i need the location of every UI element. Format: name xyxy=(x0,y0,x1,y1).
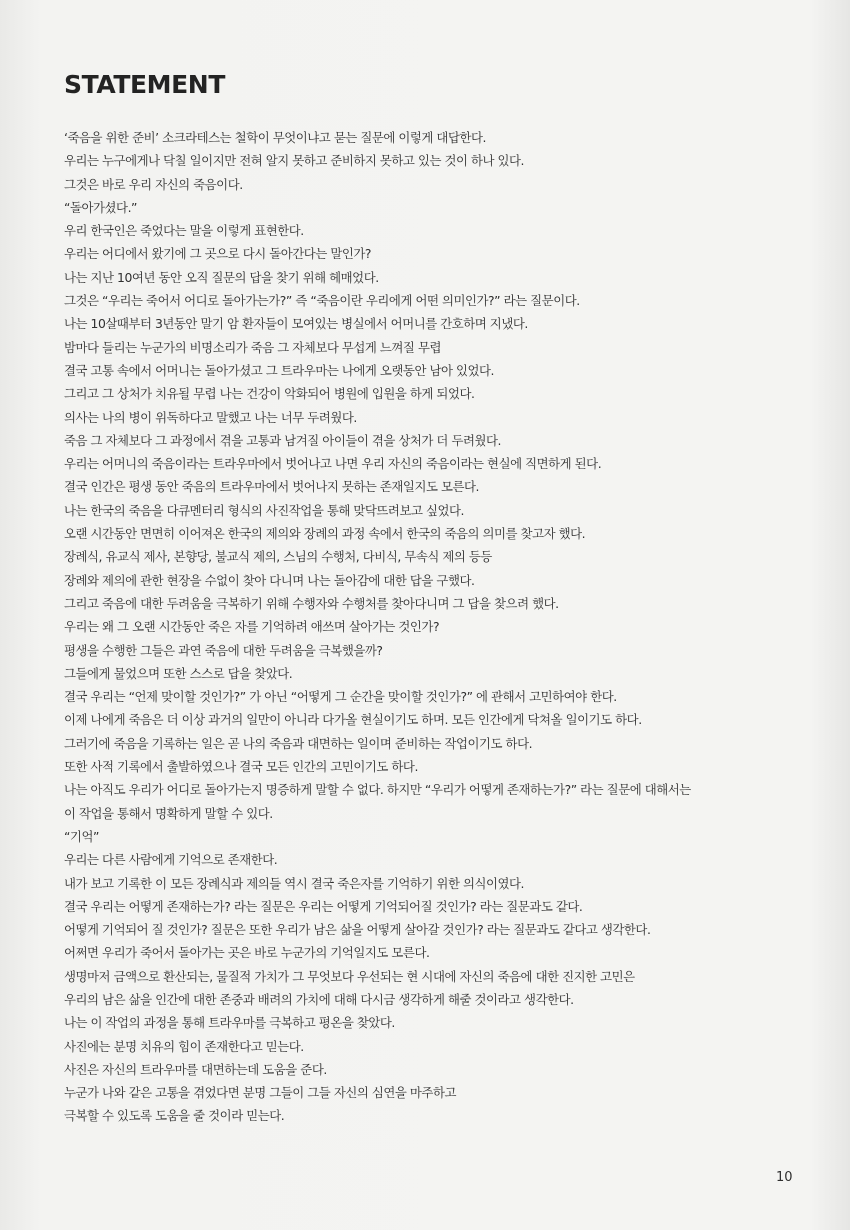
text-line: 생명마저 금액으로 환산되는, 물질적 가치가 그 무엇보다 우선되는 현 시대에 자신의 죽음에 대한 진지한 고민은 xyxy=(64,968,635,984)
text-line: 우리의 남은 삶을 인간에 대한 존중과 배려의 가치에 대해 다시금 생각하게 해줄 것이라고 생각한다. xyxy=(64,991,574,1007)
text-line: 사진은 자신의 트라우마를 대면하는데 도움을 준다. xyxy=(64,1061,327,1077)
text-line: 극복할 수 있도록 도움을 줄 것이라 믿는다. xyxy=(64,1108,285,1124)
text-line: 그러기에 죽음을 기록하는 일은 곧 나의 죽음과 대면하는 일이며 준비하는 작업이기도 하다. xyxy=(64,735,533,751)
text-line: 나는 아직도 우리가 어디로 돌아가는지 명증하게 말할 수 없다. 하지만 “우리가 어떻게 존재하는가?” 라는 질문에 대해서는 xyxy=(64,782,691,798)
text-line: 밤마다 들리는 누군가의 비명소리가 죽음 그 자체보다 무섭게 느껴질 무렵 xyxy=(64,339,441,355)
text-line: 장례와 제의에 관한 현장을 수없이 찾아 다니며 나는 돌아감에 대한 답을 구했다. xyxy=(64,572,475,588)
text-line: ‘죽음을 위한 준비’ 소크라테스는 철학이 무엇이냐고 묻는 질문에 이렇게 대답한다. xyxy=(64,130,487,145)
statement-body xyxy=(64,126,784,1128)
text-line: 사진에는 분명 치유의 힘이 존재한다고 믿는다. xyxy=(64,1038,304,1054)
text-line: 어쩌면 우리가 죽어서 돌아가는 곳은 바로 누군가의 기억일지도 모른다. xyxy=(64,945,430,961)
text-line: 의사는 나의 병이 위독하다고 말했고 나는 너무 두려웠다. xyxy=(64,409,357,425)
text-line: 누군가 나와 같은 고통을 겪었다면 분명 그들이 그들 자신의 심연을 마주하고 xyxy=(64,1085,456,1101)
text-line: 그리고 그 상처가 치유될 무렵 나는 건강이 악화되어 병원에 입원을 하게 되었다. xyxy=(64,386,475,402)
text-line: 결국 우리는 어떻게 존재하는가? 라는 질문은 우리는 어떻게 기억되어질 것인가? 라는 질문과도 같다. xyxy=(64,898,583,914)
text-line: 우리는 다른 사람에게 기억으로 존재한다. xyxy=(64,852,278,868)
text-line: 그리고 죽음에 대한 두려움을 극복하기 위해 수행자와 수행처를 찾아다니며 그 답을 찾으려 했다. xyxy=(64,595,559,611)
page-number: 10 xyxy=(776,1170,793,1185)
text-line: 나는 이 작업의 과정을 통해 트라우마를 극복하고 평온을 찾았다. xyxy=(64,1015,395,1031)
text-line: 결국 고통 속에서 어머니는 돌아가셨고 그 트라우마는 나에게 오랫동안 남아 있었다. xyxy=(64,362,495,378)
text-line: 우리는 누구에게나 닥칠 일이지만 전혀 알지 못하고 준비하지 못하고 있는 것이 하나 있다. xyxy=(64,153,525,169)
text-line: 이 작업을 통해서 명확하게 말할 수 있다. xyxy=(64,805,273,821)
text-line: 그들에게 물었으며 또한 스스로 답을 찾았다. xyxy=(64,665,293,681)
page-title: STATEMENT xyxy=(64,70,225,99)
text-line: 내가 보고 기록한 이 모든 장례식과 제의들 역시 결국 죽은자를 기억하기 위한 의식이였다. xyxy=(64,875,525,891)
text-line: 죽음 그 자체보다 그 과정에서 겪을 고통과 남겨질 아이들이 겪을 상처가 더 두려웠다. xyxy=(64,432,502,448)
text-line: 평생을 수행한 그들은 과연 죽음에 대한 두려움을 극복했을까? xyxy=(64,642,383,658)
text-line: 나는 한국의 죽음을 다큐멘터리 형식의 사진작업을 통해 맞닥뜨려보고 싶었다. xyxy=(64,502,465,518)
text-line: “기억” xyxy=(64,828,99,844)
text-line: 또한 사적 기록에서 출발하였으나 결국 모든 인간의 고민이기도 하다. xyxy=(64,759,418,775)
text-line: 우리는 어머니의 죽음이라는 트라우마에서 벗어나고 나면 우리 자신의 죽음이라는 현실에 직면하게 된다. xyxy=(64,456,602,472)
text-line: 어떻게 기억되어 질 것인가? 질문은 또한 우리가 남은 삶을 어떻게 살아갈 것인가? 라는 질문과도 같다고 생각한다. xyxy=(64,922,651,938)
text-line: 오랜 시간동안 면면히 이어져온 한국의 제의와 장례의 과정 속에서 한국의 죽음의 의미를 찾고자 했다. xyxy=(64,526,586,542)
text-line: 우리는 왜 그 오랜 시간동안 죽은 자를 기억하려 애쓰며 살아가는 것인가? xyxy=(64,619,440,635)
text-line: 이제 나에게 죽음은 더 이상 과거의 일만이 아니라 다가올 현실이기도 하며. 모든 인간에게 닥쳐올 일이기도 하다. xyxy=(64,712,642,728)
text-line: 결국 인간은 평생 동안 죽음의 트라우마에서 벗어나지 못하는 존재일지도 모른다. xyxy=(64,479,480,495)
text-line: 장례식, 유교식 제사, 본향당, 불교식 제의, 스님의 수행처, 다비식, 무속식 제의 등등 xyxy=(64,549,492,565)
text-line: 결국 우리는 “언제 맞이할 것인가?” 가 아닌 “어떻게 그 순간을 맞이할 것인가?” 에 관해서 고민하여야 한다. xyxy=(64,689,617,705)
text-line: 그것은 바로 우리 자신의 죽음이다. xyxy=(64,176,243,192)
text-line: 나는 10살때부터 3년동안 말기 암 환자들이 모여있는 병실에서 어머니를 간호하며 지냈다. xyxy=(64,316,528,332)
text-line: 우리 한국인은 죽었다는 말을 이렇게 표현한다. xyxy=(64,223,304,239)
text-line: 나는 지난 10여년 동안 오직 질문의 답을 찾기 위해 헤매었다. xyxy=(64,269,379,285)
text-line: 그것은 “우리는 죽어서 어디로 돌아가는가?” 즉 “죽음이란 우리에게 어떤 의미인가?” 라는 질문이다. xyxy=(64,293,580,309)
text-line: 우리는 어디에서 왔기에 그 곳으로 다시 돌아간다는 말인가? xyxy=(64,246,372,262)
text-line: “돌아가셨다.” xyxy=(64,199,138,215)
